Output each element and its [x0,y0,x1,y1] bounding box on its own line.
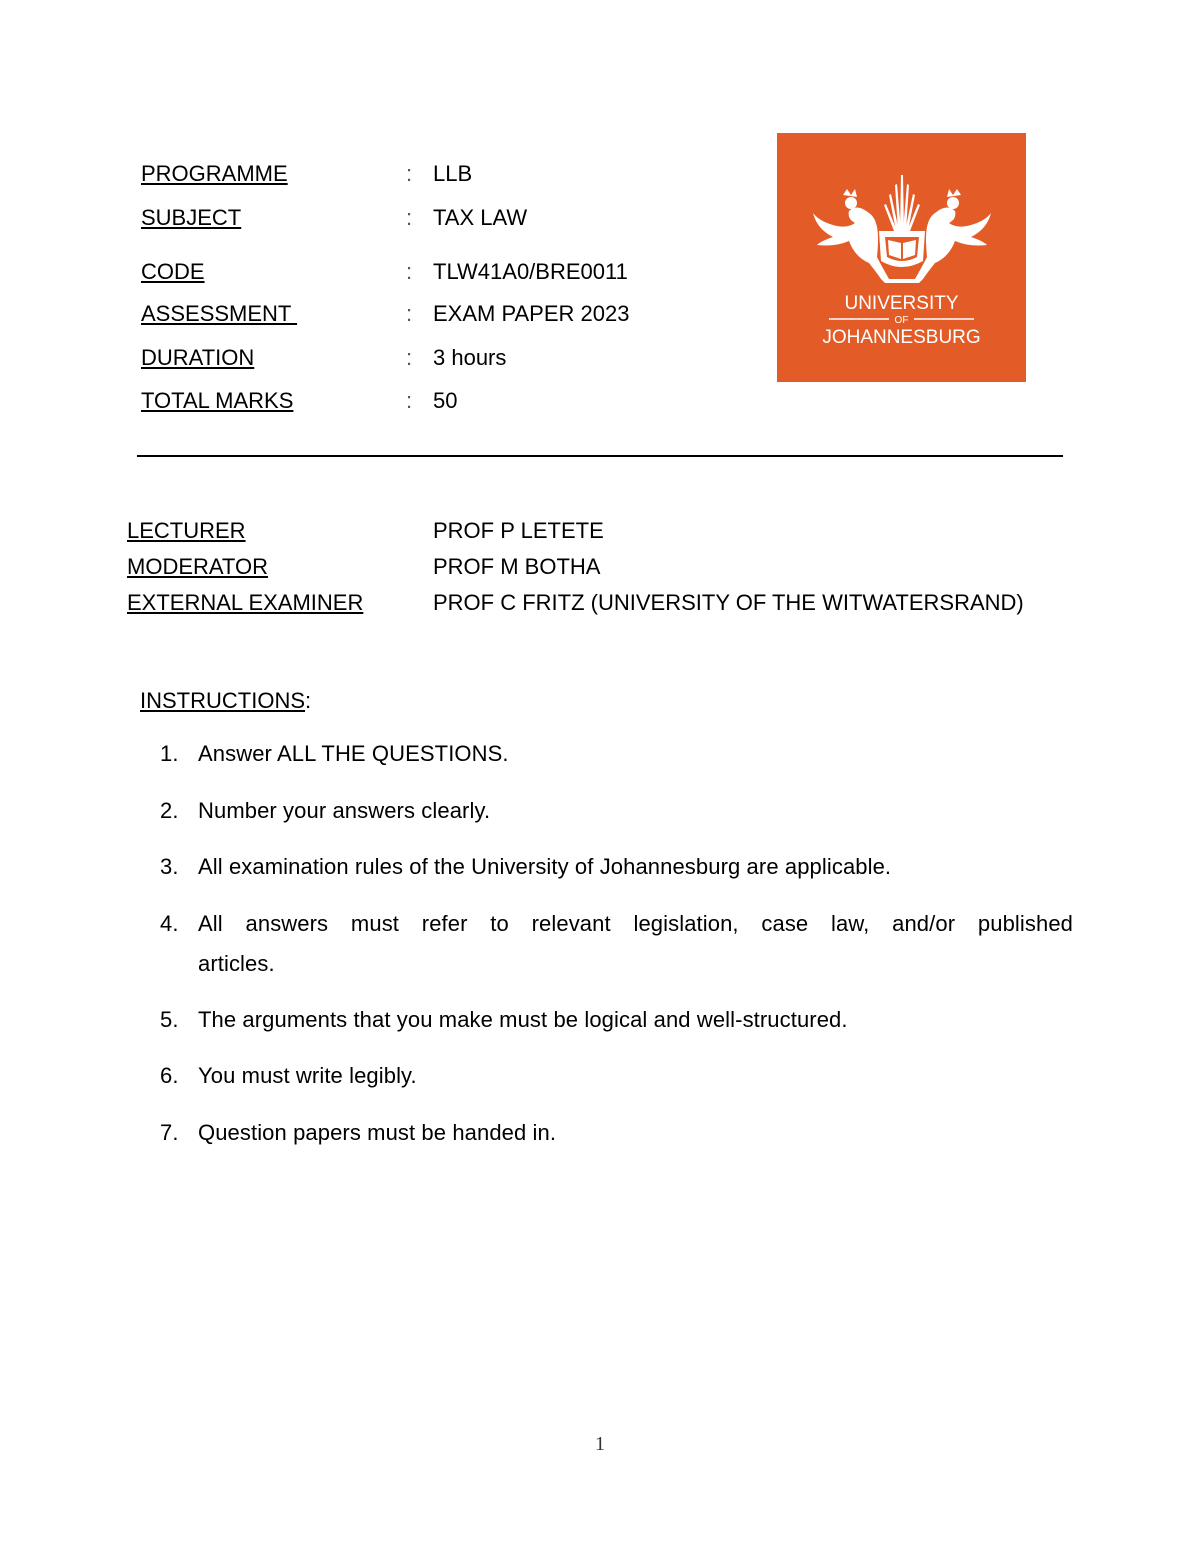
code-colon: : [406,259,413,284]
instruction-text: Number your answers clearly. [198,798,491,823]
assessment-label: ASSESSMENT [141,301,298,326]
duration-label: DURATION [141,345,255,370]
programme-label: PROGRAMME [141,161,288,186]
instruction-item [160,1000,1073,1040]
code-value: TLW41A0/BRE0011 [433,259,628,284]
instructions-heading-suffix: : [305,688,312,713]
page-number: 1 [595,1433,605,1455]
subject-colon: : [406,205,413,230]
programme-value: LLB [433,161,473,186]
assessment-colon: : [406,301,413,326]
instruction-item [160,1056,1073,1096]
external-examiner-label: EXTERNAL EXAMINER [127,590,364,615]
logo-line1: UNIVERSITY [844,293,959,314]
code-label: CODE [141,259,205,284]
instruction-item [160,847,1073,887]
instruction-item [160,791,1073,831]
total-marks-colon: : [406,388,413,413]
instructions-heading [140,688,311,714]
instruction-item [160,1113,1073,1153]
instruction-text: Answer ALL THE QUESTIONS. [198,741,509,766]
header-divider [137,455,1063,457]
duration-value: 3 hours [433,345,507,370]
instruction-item [160,734,1073,774]
instruction-number: 4. [160,911,179,936]
logo-line2: OF [894,315,909,326]
instruction-number: 7. [160,1120,179,1145]
instruction-text: All answers must refer to relevant legislation, case law, and/or published articles. [198,911,1073,976]
subject-label: SUBJECT [141,205,242,230]
instruction-number: 1. [160,741,179,766]
moderator-label: MODERATOR [127,554,268,579]
instruction-item [160,904,1073,984]
instruction-text: Question papers must be handed in. [198,1120,557,1145]
instruction-number: 5. [160,1007,179,1032]
assessment-value: EXAM PAPER 2023 [433,301,630,326]
instructions-heading-text: INSTRUCTIONS [140,688,305,713]
instruction-text: The arguments that you make must be logical and well-structured. [198,1007,848,1032]
external-examiner-value: PROF C FRITZ (UNIVERSITY OF THE WITWATERSRAND) [433,590,1024,615]
instruction-text: All examination rules of the University of Johannesburg are applicable. [198,854,892,879]
instruction-text: You must write legibly. [198,1063,417,1088]
moderator-value: PROF M BOTHA [433,554,601,579]
subject-value: TAX LAW [433,205,528,230]
total-marks-label: TOTAL MARKS [141,388,294,413]
duration-colon: : [406,345,413,370]
instruction-number: 2. [160,798,179,823]
instruction-number: 6. [160,1063,179,1088]
lecturer-label: LECTURER [127,518,246,543]
instruction-number: 3. [160,854,179,879]
logo-line3: JOHANNESBURG [822,327,981,348]
lecturer-value: PROF P LETETE [433,518,604,543]
twin-birds-emblem-icon [777,133,1026,382]
university-logo [777,133,1026,382]
total-marks-value: 50 [433,388,458,413]
programme-colon: : [406,161,413,186]
